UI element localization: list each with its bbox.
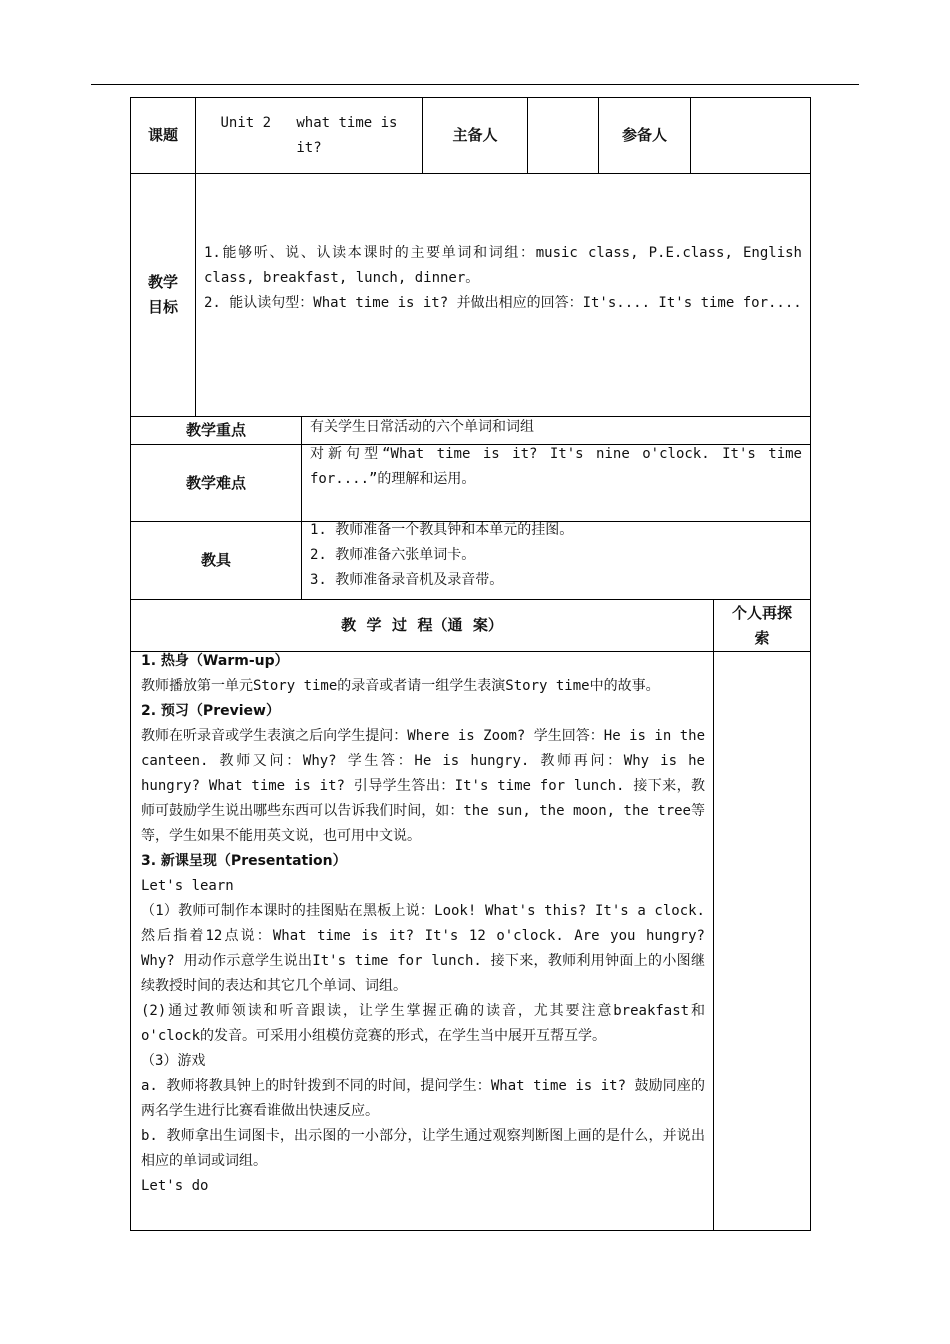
key-points-label: 教学重点 [130,416,302,445]
section-heading-3: 3. 新课呈现（Presentation） [141,853,347,869]
topic-label: 课题 [130,97,196,174]
top-rule [91,84,859,85]
topic-value [195,97,423,174]
topic-line2: it? [296,139,322,156]
lets-do: Let's do [141,1178,209,1194]
aid-item-2: 2. 教师准备六张单词卡。 [310,547,476,563]
objectives-content [195,173,811,417]
process-side-title: 个人再探索 [713,599,811,652]
aids-value [301,521,811,600]
difficulties-value: 对新句型“What time is it? It's nine o'clock. It's time for....”的理解和运用。 [301,444,811,522]
participant-label: 参备人 [598,97,691,174]
objectives-label: 教学 目标 [130,173,196,417]
process-title: 教 学 过 程（通 案） [130,599,714,652]
section-heading-1: 1. 热身（Warm-up） [141,653,289,669]
section-text-2: 教师在听录音或学生表演之后向学生提问：Where is Zoom? 学生回答：He is in the canteen. 教师又问：Why? 学生答：He is hungry. 教师再问：Why is he hungry? What time is it? 引导学生答出：It's time for lunch. 接下来，教师可鼓励学生说出哪些东西可以告诉我们时间，如：the sun, the moon, the tree等等，学生如果不能用英文说，也可用中文说。 [141,728,705,844]
participant-value [690,97,811,174]
step-1: （1）教师可制作本课时的挂图贴在黑板上说：Look! What's this? It's a clock. 然后指着12点说：What time is it? It's 12 o'clock. Are you hungry? Why? 用动作示意学生说出It's time for lunch. 接下来，教师利用钟面上的小图继续教授时间的表达和其它几个单词、词组。 [141,903,705,994]
topic-line1: Unit 2 what time is [220,114,398,131]
game-b: b. 教师拿出生词图卡，出示图的一小部分，让学生通过观察判断图上画的是什么，并说出相应的单词或词组。 [141,1128,705,1169]
step-3: （3）游戏 [141,1053,206,1069]
objective-item-1: 1.能够听、说、认读本课时的主要单词和词组：music class, P.E.class, English class, breakfast, lunch, dinner。 [204,245,802,286]
process-content [130,651,714,1231]
main-preparer-value [527,97,599,174]
process-side-content [713,651,811,1231]
section-text-1: 教师播放第一单元Story time的录音或者请一组学生表演Story time中的故事。 [141,678,660,694]
aids-label: 教具 [130,521,302,600]
main-preparer-label: 主备人 [422,97,528,174]
aid-item-3: 3. 教师准备录音机及录音带。 [310,572,504,588]
step-2: (2)通过教师领读和听音跟读，让学生掌握正确的读音，尤其要注意breakfast和 o'clock的发音。可采用小组模仿竞赛的形式，在学生当中展开互帮互学。 [141,1003,705,1044]
aid-item-1: 1. 教师准备一个教具钟和本单元的挂图。 [310,522,574,538]
key-points-value: 有关学生日常活动的六个单词和词组 [301,416,811,445]
lets-learn: Let's learn [141,878,234,894]
difficulties-label: 教学难点 [130,444,302,522]
game-a: a. 教师将教具钟上的时针拨到不同的时间，提问学生：What time is it? 鼓励同座的两名学生进行比赛看谁做出快速反应。 [141,1078,705,1119]
section-heading-2: 2. 预习（Preview） [141,703,280,719]
objective-item-2: 2. 能认读句型：What time is it? 并做出相应的回答：It's.... It's time for.... [204,295,802,311]
